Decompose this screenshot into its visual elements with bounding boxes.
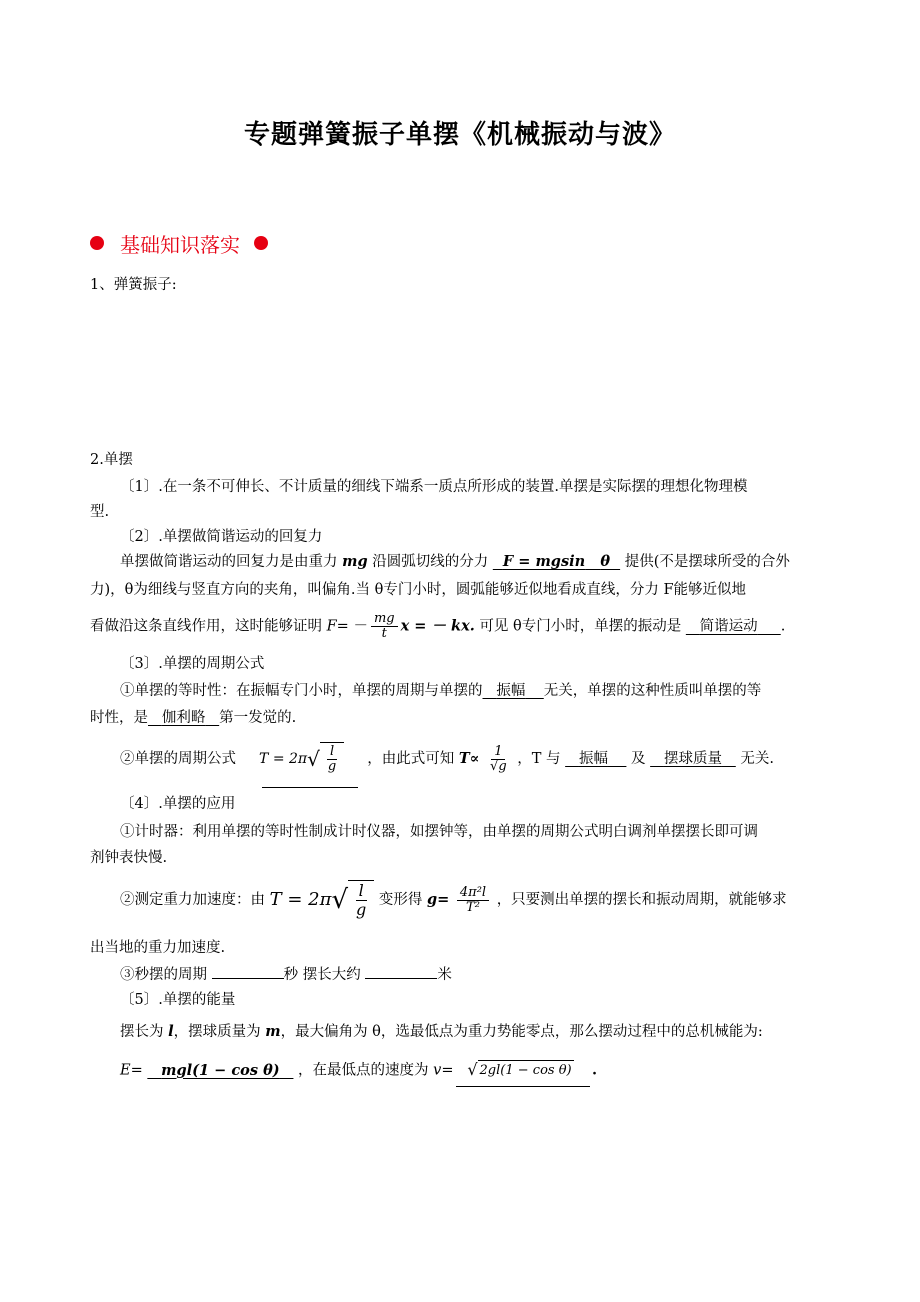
text: ②单摆的周期公式 — [120, 751, 236, 767]
text: ②测定重力加速度：由 — [120, 892, 265, 908]
text: 秒 — [283, 967, 299, 983]
text: 第一发觉的. — [219, 710, 297, 726]
text: 提供(不是摆球所受的合外 — [624, 554, 790, 570]
p2-line2: 力)，θ为细线与竖直方向的夹角，叫偏角.当 θ专门小时，圆弧能够近似地看成直线，分力 F能够近似地 — [90, 582, 747, 598]
text: ，由此式可知 — [367, 751, 455, 767]
bullet-dot-icon — [90, 236, 104, 250]
text: ③秒摆的周期 — [120, 967, 207, 983]
text: 沿圆弧切线的分力 — [372, 554, 489, 570]
p3-line3 — [120, 741, 774, 777]
formula-F: F= — [326, 618, 349, 635]
text: ，摆球质量为 — [173, 1024, 261, 1040]
period-formula-large: T = 2π √ $\frac{l}{g}$ — [270, 880, 375, 920]
p4-line3 — [120, 880, 787, 920]
speed-underline — [456, 1086, 590, 1087]
answer-speed: √ 2gl(1 − cos θ) — [467, 1060, 572, 1079]
text: ，T 与 — [517, 751, 561, 767]
answer-amplitude: 振幅 — [496, 683, 526, 699]
bullet-dot-icon — [254, 236, 268, 250]
p5-line1 — [120, 1022, 763, 1042]
formula-underline — [262, 787, 358, 788]
answer-energy: mgl(1 − cos θ) — [161, 1061, 280, 1079]
p3-line2 — [90, 708, 296, 728]
fraction-4pi2l-over-T2: $\frac{\text{4π²l}}{\text{T²}}$ — [457, 886, 489, 915]
mg-symbol: mg — [342, 553, 368, 570]
p2-heading: 〔2〕.单摆做简谐运动的回复力 — [120, 529, 323, 545]
text: 单摆做简谐运动的回复力是由重力 — [120, 554, 338, 570]
item2-label: 2.单摆 — [90, 452, 133, 468]
p4-line5 — [120, 964, 452, 985]
T-proportional: T∝ — [458, 750, 480, 767]
answer-mass: 摆球质量 — [663, 751, 722, 767]
p4-heading: 〔4〕.单摆的应用 — [120, 796, 236, 812]
g-equals: g= — [426, 891, 450, 908]
answer-galileo: 伽利略 — [161, 710, 206, 726]
section-heading-text: 基础知识落实 — [120, 232, 240, 257]
l-symbol: l — [168, 1023, 174, 1040]
text: 无关. — [740, 751, 774, 767]
p5-line2: E= mgl(1 − cos θ) ，在最低点的速度为 v= √ 2gl(1 − cos θ) . — [120, 1060, 598, 1079]
text: 无关，单摆的这种性质叫单摆的等 — [543, 683, 762, 699]
text: ，只要测出单摆的摆长和振动周期，就能够求 — [496, 892, 787, 908]
answer-force: F = mgsin θ — [502, 553, 610, 570]
text: ①单摆的等时性：在振幅专门小时，单摆的周期与单摆的 — [120, 683, 483, 699]
fraction-mg-over-t: $\frac{mg}{t}$ — [371, 612, 398, 641]
section-heading — [90, 228, 268, 258]
answer-amplitude-2: 振幅 — [578, 751, 608, 767]
period-formula: T = 2π √ $\frac{l}{g}$ — [259, 741, 344, 777]
p4-line1: ①计时器：利用单摆的等时性制成计时仪器，如摆钟等，由单摆的周期公式明白调剂单摆摆长即可调 — [120, 824, 758, 840]
p2-line1 — [120, 552, 790, 572]
p1-line1: 〔1〕.在一条不可伸长、不计质量的细线下端系一质点所形成的装置.单摆是实际摆的理想化物理模 — [120, 479, 748, 495]
text: 摆长为 — [120, 1024, 164, 1040]
text: ，在最低点的速度为 — [298, 1062, 429, 1079]
v-equals: v= — [433, 1062, 454, 1079]
blank-period[interactable] — [212, 964, 284, 979]
blank-length[interactable] — [365, 964, 437, 979]
text: 时性，是 — [90, 710, 148, 726]
text: ，最大偏角为 θ，选最低点为重力势能零点，那么摆动过程中的总机械能为: — [280, 1024, 763, 1040]
formula-kx: x = － kx. — [400, 617, 475, 635]
fraction-one-over-sqrt-g: $\frac{1}{√g}$ — [490, 743, 507, 774]
text: 可见 θ专门小时，单摆的振动是 — [479, 618, 682, 635]
p5-heading: 〔5〕.单摆的能量 — [120, 992, 236, 1008]
text: 看做沿这条直线作用，这时能够证明 — [90, 618, 322, 635]
item1-label: 1、弹簧振子: — [90, 277, 177, 293]
m-symbol: m — [265, 1023, 281, 1040]
p3-line1 — [120, 681, 761, 701]
text: 及 — [631, 751, 646, 767]
E-equals: E= — [120, 1062, 143, 1079]
p1-line2: 型. — [90, 504, 110, 520]
p2-line3: 看做沿这条直线作用，这时能够证明 F= － $\frac{mg}{t}$ x = － kx. 可见 θ专门小时，单摆的振动是 简谐运动 . — [90, 611, 786, 641]
answer-shm: 简谐运动 — [699, 618, 758, 635]
text: 摆长大约 — [302, 967, 361, 983]
page-title: 专题弹簧振子单摆《机械振动与波》 — [243, 120, 676, 150]
text: 变形得 — [378, 892, 423, 908]
p4-line2: 剂钟表快慢. — [90, 850, 168, 866]
p3-heading: 〔3〕.单摆的周期公式 — [120, 656, 265, 672]
text: 米 — [437, 967, 452, 983]
p4-line4: 出当地的重力加速度. — [90, 940, 226, 956]
